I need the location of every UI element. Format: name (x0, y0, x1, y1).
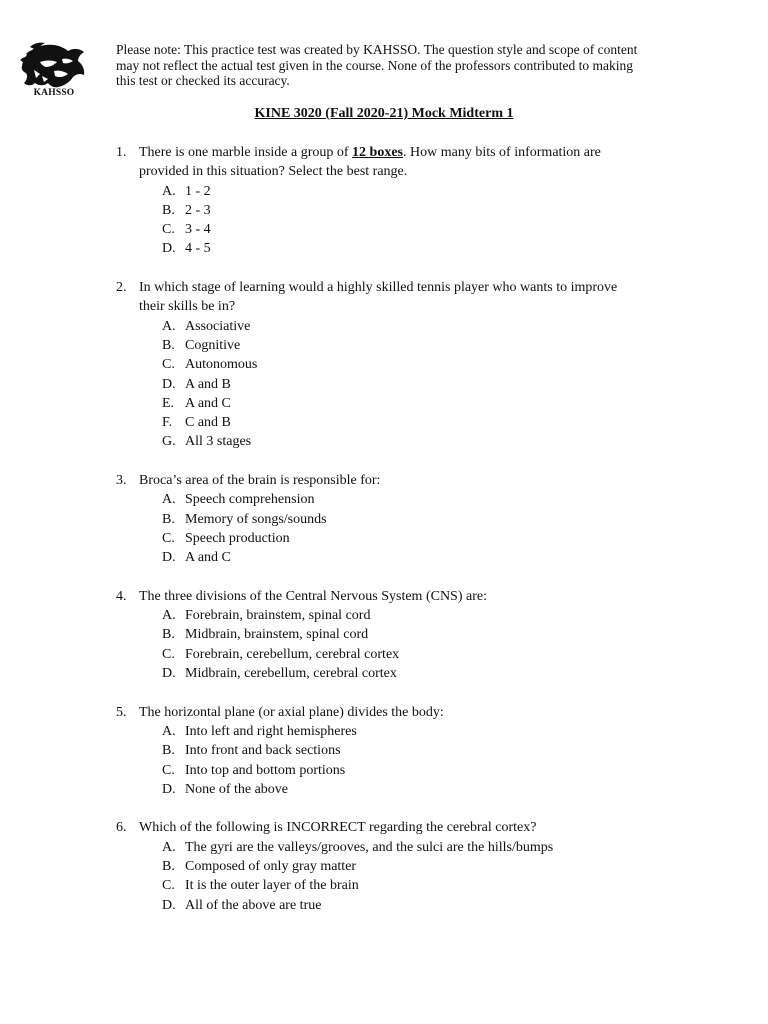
option-text: All 3 stages (185, 434, 252, 450)
question-text (139, 471, 686, 490)
option-text: 3 - 4 (185, 222, 211, 238)
answer-options (162, 490, 686, 567)
option-text: 2 - 3 (185, 202, 211, 218)
option-letter: F. (162, 415, 173, 431)
option-text: 4 - 5 (185, 241, 211, 257)
option-text: Cognitive (185, 337, 241, 353)
question-5 (116, 703, 686, 799)
question-text-line: The horizontal plane (or axial plane) divides the body: (139, 704, 444, 720)
emphasized-term: 12 boxes (352, 145, 403, 160)
question-number: 5. (116, 704, 127, 720)
option-letter: A. (162, 723, 176, 739)
option-text: Speech comprehension (185, 492, 315, 508)
notice-line: this test or checked its accuracy. (116, 73, 290, 89)
option-text: Midbrain, brainstem, spinal cord (185, 627, 369, 643)
disclaimer-notice (116, 42, 676, 89)
option-text: Forebrain, brainstem, spinal cord (185, 608, 371, 624)
answer-option (162, 606, 686, 625)
answer-option (162, 876, 686, 895)
exam-title: KINE 3020 (Fall 2020-21) Mock Midterm 1 (254, 106, 514, 121)
question-text (139, 818, 686, 837)
option-text: All of the above are true (185, 897, 322, 913)
option-letter: C. (162, 222, 175, 238)
question-text-part: . How many bits of information are (403, 145, 601, 160)
option-text: A and B (185, 376, 231, 392)
option-letter: D. (162, 550, 176, 566)
question-list (116, 143, 686, 934)
option-letter: D. (162, 897, 176, 913)
option-text: It is the outer layer of the brain (185, 878, 359, 894)
answer-option (162, 239, 686, 258)
answer-option (162, 220, 686, 239)
option-letter: C. (162, 357, 175, 373)
answer-options (162, 317, 686, 452)
question-number: 6. (116, 820, 127, 836)
question-1 (116, 143, 686, 259)
question-text-line: Which of the following is INCORRECT regarding the cerebral cortex? (139, 820, 537, 836)
question-text (139, 278, 686, 317)
question-4 (116, 587, 686, 683)
option-letter: B. (162, 858, 175, 874)
option-letter: E. (162, 395, 175, 411)
option-text: Composed of only gray matter (185, 858, 357, 874)
answer-option (162, 375, 686, 394)
option-text: A and C (185, 395, 231, 411)
option-letter: B. (162, 337, 175, 353)
question-text-line: The three divisions of the Central Nervous System (CNS) are: (139, 588, 487, 604)
option-letter: B. (162, 627, 175, 643)
option-letter: G. (162, 434, 176, 450)
option-letter: C. (162, 646, 175, 662)
option-text: Into front and back sections (185, 743, 341, 759)
answer-options (162, 838, 686, 915)
option-letter: A. (162, 492, 176, 508)
option-letter: B. (162, 511, 175, 527)
lion-head-icon (18, 40, 90, 90)
answer-option (162, 838, 686, 857)
notice-line: may not reflect the actual test given in the course. None of the professors contributed to making (116, 57, 633, 73)
question-text-line: provided in this situation? Select the best range. (139, 164, 408, 180)
question-number: 2. (116, 280, 127, 296)
option-text: 1 - 2 (185, 183, 211, 199)
option-letter: A. (162, 183, 176, 199)
answer-option (162, 182, 686, 201)
option-text: A and C (185, 550, 231, 566)
answer-options (162, 182, 686, 259)
answer-option (162, 645, 686, 664)
answer-option (162, 625, 686, 644)
answer-option (162, 413, 686, 432)
answer-option (162, 741, 686, 760)
answer-option (162, 780, 686, 799)
notice-line: Please note: This practice test was created by KAHSSO. The question style and scope of content (116, 42, 638, 57)
answer-option (162, 896, 686, 915)
option-letter: B. (162, 743, 175, 759)
option-text: Midbrain, cerebellum, cerebral cortex (185, 666, 397, 682)
answer-option (162, 432, 686, 451)
question-text (139, 703, 686, 722)
answer-option (162, 317, 686, 336)
option-text: Into left and right hemispheres (185, 723, 357, 739)
question-number: 1. (116, 145, 127, 160)
logo-wordmark: KAHSSO (33, 88, 75, 98)
option-letter: B. (162, 202, 175, 218)
option-text: Associative (185, 318, 251, 334)
option-text: C and B (185, 415, 231, 431)
answer-option (162, 355, 686, 374)
option-text: None of the above (185, 781, 289, 797)
question-text-part: There is one marble inside a group of (139, 145, 353, 160)
kahsso-logo (18, 40, 90, 102)
question-number: 3. (116, 473, 127, 489)
question-text (139, 143, 686, 182)
option-letter: A. (162, 318, 176, 334)
question-text-line: their skills be in? (139, 299, 236, 315)
answer-option (162, 490, 686, 509)
answer-option (162, 394, 686, 413)
answer-option (162, 201, 686, 220)
answer-options (162, 606, 686, 683)
question-6 (116, 818, 686, 914)
question-text (139, 587, 686, 606)
question-text-line: Broca’s area of the brain is responsible for: (139, 473, 381, 489)
question-3 (116, 471, 686, 567)
option-letter: C. (162, 878, 175, 894)
answer-option (162, 857, 686, 876)
option-letter: D. (162, 241, 176, 257)
answer-option (162, 761, 686, 780)
answer-option (162, 722, 686, 741)
question-2 (116, 278, 686, 452)
option-letter: D. (162, 781, 176, 797)
question-text-line: In which stage of learning would a highly skilled tennis player who wants to improve (139, 280, 618, 296)
option-text: Memory of songs/sounds (185, 511, 327, 527)
option-text: Speech production (185, 530, 290, 546)
option-letter: A. (162, 608, 176, 624)
option-text: The gyri are the valleys/grooves, and the sulci are the hills/bumps (185, 839, 554, 855)
answer-option (162, 548, 686, 567)
option-letter: D. (162, 376, 176, 392)
option-letter: C. (162, 530, 175, 546)
option-text: Forebrain, cerebellum, cerebral cortex (185, 646, 400, 662)
answer-options (162, 722, 686, 799)
option-letter: D. (162, 666, 176, 682)
question-number: 4. (116, 588, 127, 604)
answer-option (162, 510, 686, 529)
option-letter: C. (162, 762, 175, 778)
answer-option (162, 529, 686, 548)
option-text: Into top and bottom portions (185, 762, 346, 778)
option-letter: A. (162, 839, 176, 855)
option-text: Autonomous (185, 357, 258, 373)
answer-option (162, 336, 686, 355)
answer-option (162, 664, 686, 683)
